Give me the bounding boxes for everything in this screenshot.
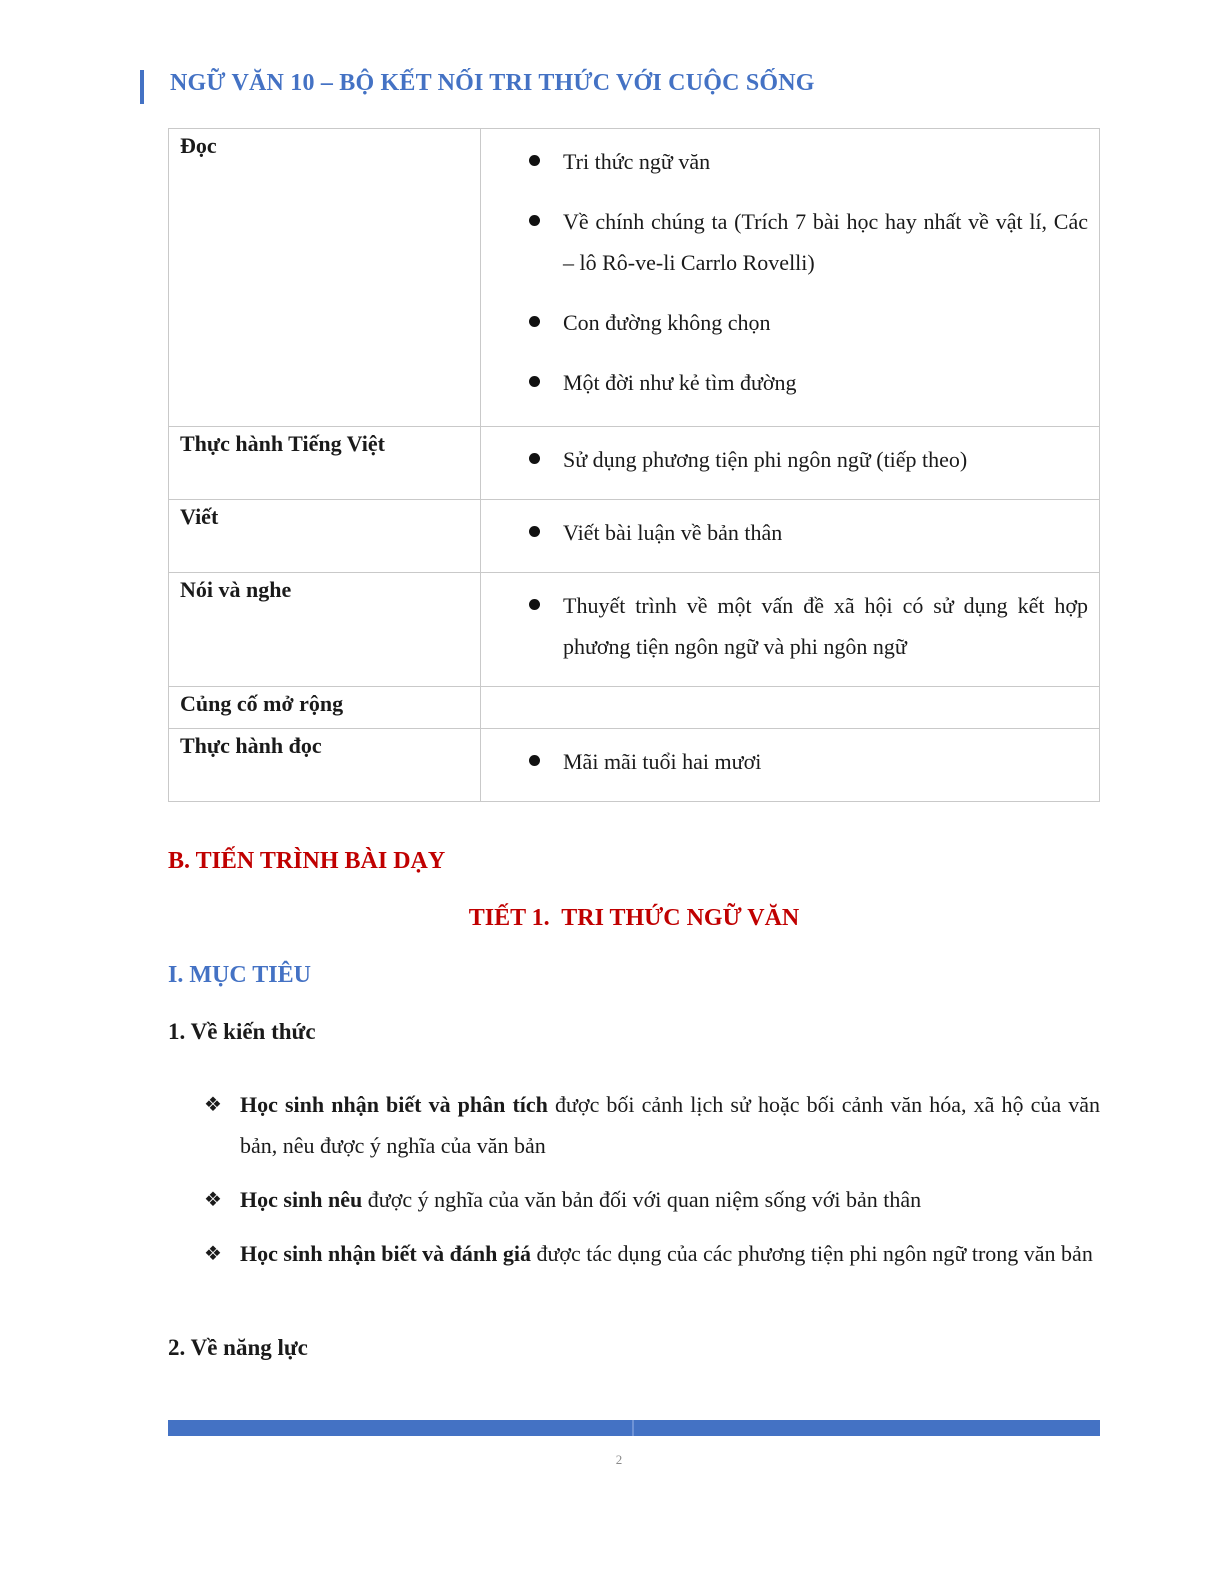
row-label: Thực hành Tiếng Việt	[169, 427, 481, 500]
list-item: Sử dụng phương tiện phi ngôn ngữ (tiếp theo)	[529, 439, 1088, 480]
list-item: Tri thức ngữ văn	[529, 141, 1088, 182]
bullet-dot-icon	[529, 376, 540, 387]
table-row	[169, 500, 1100, 573]
row-label: Củng cố mở rộng	[169, 687, 481, 729]
row-items	[481, 427, 1100, 500]
objectives-heading: I. MỤC TIÊU	[168, 962, 311, 988]
list-item: Mãi mãi tuổi hai mươi	[529, 741, 1088, 782]
footer-bar	[168, 1420, 1100, 1436]
table-row	[169, 729, 1100, 802]
table-row	[169, 427, 1100, 500]
knowledge-objectives-list	[204, 1084, 1100, 1287]
header-accent-bar	[140, 70, 144, 104]
row-items	[481, 500, 1100, 573]
bullet-dot-icon	[529, 599, 540, 610]
list-item: Thuyết trình về một vấn đề xã hội có sử dụng kết hợp phương tiện ngôn ngữ và phi ngôn ngữ	[529, 585, 1088, 667]
bullet-dot-icon	[529, 755, 540, 766]
table-row	[169, 129, 1100, 427]
bullet-dot-icon	[529, 215, 540, 226]
list-item: Con đường không chọn	[529, 302, 1088, 343]
lesson-plan-table	[168, 128, 1100, 802]
diamond-bullet-icon: ❖	[204, 1241, 222, 1265]
knowledge-heading: 1. Về kiến thức	[168, 1019, 316, 1044]
table-row	[169, 687, 1100, 729]
row-label: Thực hành đọc	[169, 729, 481, 802]
list-item: Một đời như kẻ tìm đường	[529, 362, 1088, 403]
bullet-dot-icon	[529, 155, 540, 166]
list-item: ❖ Học sinh nêu được ý nghĩa của văn bản đối với quan niệm sống với bản thân	[204, 1179, 1100, 1220]
page-number: 2	[615, 1452, 623, 1467]
row-items	[481, 573, 1100, 687]
row-label: Viết	[169, 500, 481, 573]
diamond-bullet-icon: ❖	[204, 1092, 222, 1116]
list-item: Viết bài luận về bản thân	[529, 512, 1088, 553]
list-item: ❖ Học sinh nhận biết và đánh giá được tác dụng của các phương tiện phi ngôn ngữ trong văn bản	[204, 1233, 1100, 1274]
lesson-title: TIẾT 1. TRI THỨC NGỮ VĂN	[468, 905, 800, 931]
table-row	[169, 573, 1100, 687]
row-items-empty	[481, 687, 1100, 729]
list-item: ❖ Học sinh nhận biết và phân tích được bối cảnh lịch sử hoặc bối cảnh văn hóa, xã hộ của văn bản, nêu được ý nghĩa của văn bản	[204, 1084, 1100, 1166]
competency-heading: 2. Về năng lực	[168, 1335, 308, 1360]
diamond-bullet-icon: ❖	[204, 1187, 222, 1211]
list-item: Về chính chúng ta (Trích 7 bài học hay nhất về vật lí, Các – lô Rô-ve-li Carrlo Rovelli)	[529, 201, 1088, 283]
row-items	[481, 729, 1100, 802]
row-label: Nói và nghe	[169, 573, 481, 687]
row-items	[481, 129, 1100, 427]
page-header-title: NGỮ VĂN 10 – BỘ KẾT NỐI TRI THỨC VỚI CUỘC SỐNG	[170, 70, 815, 96]
bullet-dot-icon	[529, 453, 540, 464]
section-heading: B. TIẾN TRÌNH BÀI DẠY	[168, 848, 446, 874]
bullet-dot-icon	[529, 316, 540, 327]
bullet-dot-icon	[529, 526, 540, 537]
row-label: Đọc	[169, 129, 481, 427]
